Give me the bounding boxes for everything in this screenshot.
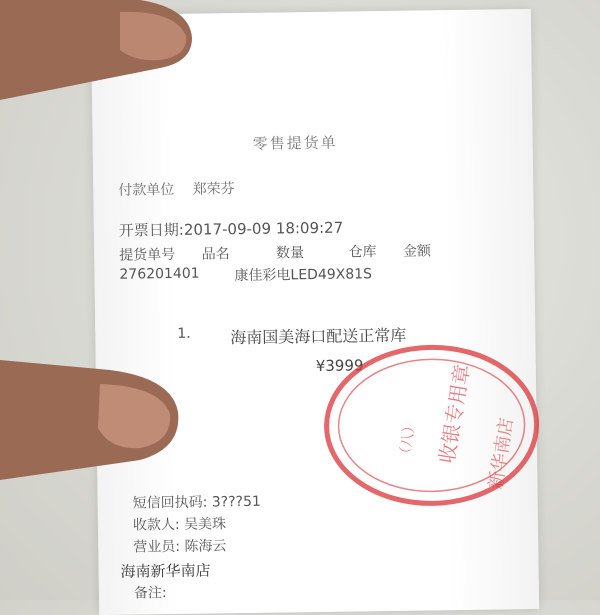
- store-name: 海南新华南店: [120, 561, 211, 581]
- sms-code: 短信回执码: 3???51: [132, 493, 261, 512]
- header-amount: 金额: [402, 243, 432, 260]
- svg-text:新华南店: 新华南店: [485, 416, 518, 491]
- payer-label: 付款单位: [118, 181, 175, 199]
- header-qty: 数量: [275, 245, 305, 262]
- column-headers: [119, 240, 453, 265]
- company-seal-stamp: [315, 334, 547, 517]
- price: ¥3999: [315, 356, 364, 375]
- salesperson: 营业员: 陈海云: [133, 538, 227, 556]
- finger-top: [0, 0, 200, 110]
- issue-date: 开票日期:2017-09-09 18:09:27: [118, 218, 344, 240]
- payer-name: 郑荣芬: [192, 181, 235, 198]
- line-number: 1.: [177, 325, 191, 342]
- receipt-title: 零售提货单: [252, 133, 338, 153]
- header-order-no: 提货单号: [119, 246, 176, 264]
- cashier: 收款人: 吴美珠: [132, 516, 227, 534]
- svg-text:收银专用章: 收银专用章: [434, 362, 475, 466]
- order-number: 276201401: [119, 265, 200, 283]
- header-warehouse: 仓库: [348, 244, 377, 261]
- header-product: 品名: [201, 246, 230, 263]
- warehouse-name: 海南国美海口配送正常库: [230, 325, 407, 348]
- note: 备注:: [133, 585, 167, 602]
- svg-text:（八）: （八）: [396, 418, 420, 463]
- payer-row: [118, 178, 235, 200]
- finger-bottom: [0, 350, 185, 490]
- product-name: 康佳彩电LED49X81S: [234, 266, 373, 285]
